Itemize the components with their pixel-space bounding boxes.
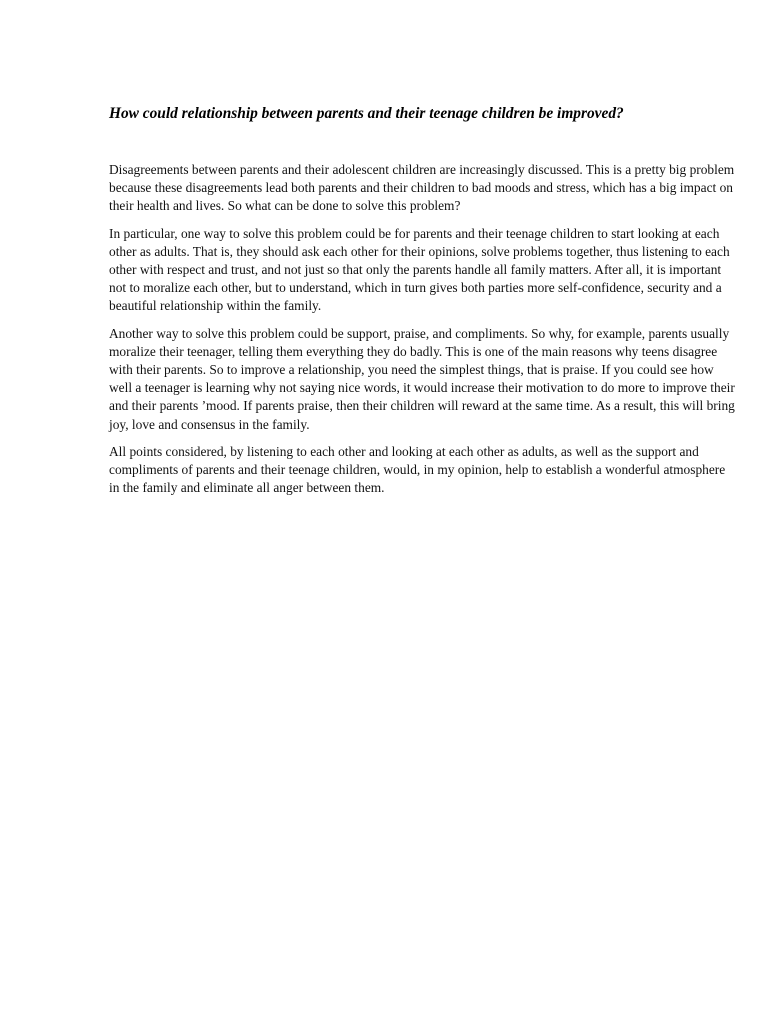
paragraph-adults: In particular, one way to solve this problem could be for parents and their teenage children to start looking at each other as adults. That is, they should ask each other for their opinions, solve problems together, thus listening to each other with respect and trust, and not just so that only the parents handle all family matters. After all, it is important not to moralize each other, but to understand, which in turn gives both parties more self-confidence, security and a beautiful relationship within the family. <box>109 225 730 314</box>
paragraph-conclusion: All points considered, by listening to each other and looking at each other as adults, as well as the support and compliments of parents and their teenage children, would, in my opinion, help to establish a wonderful atmosphere in the family and eliminate all anger between them. <box>109 443 726 496</box>
document-body <box>109 161 735 506</box>
document-title: How could relationship between parents and their teenage children be improved? <box>109 105 624 122</box>
paragraph-intro: Disagreements between parents and their adolescent children are increasingly discussed. This is a pretty big problem because these disagreements lead both parents and their children to bad moods and stress, which has a big impact on their health and lives. So what can be done to solve this problem? <box>109 162 735 214</box>
paragraph-praise: Another way to solve this problem could be support, praise, and compliments. So why, for example, parents usually moralize their teenager, telling them everything they do badly. This is one of the main reasons why teens disagree with their parents. So to improve a relationship, you need the simplest things, that is praise. If you could see how well a teenager is learning why not saying nice words, it would increase their motivation to do more to improve their and their parents ’mood. If parents praise, then their children will reward at the same time. As a result, this will bring joy, love and consensus in the family. <box>109 325 735 432</box>
